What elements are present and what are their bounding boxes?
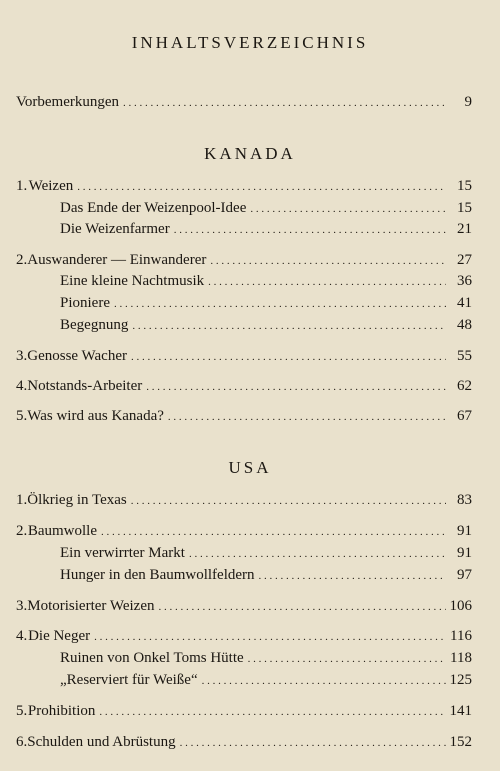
toc-entry	[16, 626, 472, 647]
toc-entry	[16, 521, 472, 542]
entry-title: Was wird aus Kanada?	[27, 408, 164, 424]
entry-title: Vorbemerkungen	[16, 94, 120, 110]
toc-subentry	[60, 670, 472, 691]
entry-page: 67	[457, 408, 472, 424]
toc-heading: INHALTSVERZEICHNIS	[131, 33, 369, 52]
toc-entry	[16, 406, 472, 427]
toc-entry	[16, 732, 472, 753]
entry-number: 4.	[16, 378, 28, 394]
entry-title: Pioniere	[60, 295, 110, 311]
dot-leader	[202, 671, 446, 691]
entry-title: Notstands-Arbeiter	[27, 378, 143, 394]
entry-number: 2.	[16, 252, 28, 268]
toc-subentry	[60, 543, 472, 564]
entry-title: Prohibition	[27, 703, 96, 719]
toc-entry	[16, 490, 472, 511]
entry-title: Motorisierter Weizen	[27, 598, 155, 614]
toc-entry	[16, 346, 472, 367]
entry-page: 118	[450, 650, 472, 666]
toc-entry	[16, 596, 472, 617]
dot-leader	[174, 220, 446, 240]
dot-leader	[158, 597, 445, 617]
entry-page: 27	[457, 252, 472, 268]
entry-number: 1.	[16, 492, 28, 508]
dot-leader	[208, 272, 446, 292]
entry-title: Baumwolle	[27, 523, 97, 539]
entry-title: Auswanderer — Einwanderer	[27, 252, 207, 268]
entry-page: 15	[457, 178, 472, 194]
entry-page: 36	[457, 273, 472, 289]
entry-number: 4.	[16, 628, 28, 644]
entry-title: Genosse Wacher	[27, 348, 127, 364]
entry-title: Eine kleine Nachtmusik	[60, 273, 205, 289]
entry-number: 1.	[16, 178, 28, 194]
entry-page: 21	[457, 221, 472, 237]
entry-title: Ruinen von Onkel Toms Hütte	[60, 650, 244, 666]
entry-title: Die Weizenfarmer	[60, 221, 170, 237]
entry-title: Hunger in den Baumwollfeldern	[60, 567, 255, 583]
dot-leader	[210, 251, 446, 271]
toc-subentry	[60, 198, 472, 219]
dot-leader	[180, 733, 446, 753]
entry-number: 3.	[16, 598, 28, 614]
entry-page: 141	[449, 703, 472, 719]
entry-page: 9	[464, 94, 472, 110]
dot-leader	[131, 347, 446, 367]
toc-entry	[16, 176, 472, 197]
toc-subentry	[60, 565, 472, 586]
section-heading-kanada: KANADA	[204, 144, 296, 163]
entry-title: Begegnung	[60, 317, 129, 333]
entry-page: 48	[457, 317, 472, 333]
dot-leader	[189, 544, 446, 564]
toc-entry	[16, 376, 472, 397]
entry-number: 6.	[16, 734, 28, 750]
toc-subentry	[60, 219, 472, 240]
dot-leader	[114, 294, 446, 314]
toc-subentry	[60, 271, 472, 292]
entry-number: 5.	[16, 408, 28, 424]
entry-title: Weizen	[28, 178, 74, 194]
entry-title: Ein verwirrter Markt	[60, 545, 185, 561]
toc-subentry	[60, 648, 472, 669]
entry-title: Das Ende der Weizenpool-Idee	[60, 200, 247, 216]
dot-leader	[168, 407, 446, 427]
toc-subentry	[60, 315, 472, 336]
dot-leader	[101, 522, 446, 542]
entry-page: 91	[457, 545, 472, 561]
dot-leader	[99, 702, 445, 722]
dot-leader	[250, 199, 446, 219]
dot-leader	[77, 177, 446, 197]
entry-page: 152	[449, 734, 472, 750]
dot-leader	[132, 316, 446, 336]
section-heading-usa: USA	[228, 458, 272, 477]
toc-entry	[16, 701, 472, 722]
entry-page: 106	[449, 598, 472, 614]
entry-page: 41	[457, 295, 472, 311]
entry-page: 15	[457, 200, 472, 216]
entry-page: 55	[457, 348, 472, 364]
entry-page: 116	[450, 628, 472, 644]
entry-title: Schulden und Abrüstung	[27, 734, 176, 750]
toc-subentry	[60, 293, 472, 314]
entry-page: 97	[457, 567, 472, 583]
entry-number: 3.	[16, 348, 28, 364]
toc-entry-preface	[16, 92, 472, 113]
toc-entry	[16, 250, 472, 271]
dot-leader	[248, 649, 446, 669]
entry-title: Die Neger	[28, 628, 91, 644]
dot-leader	[123, 93, 446, 113]
entry-page: 125	[449, 672, 472, 688]
entry-title: „Reserviert für Weiße“	[60, 672, 198, 688]
entry-title: Ölkrieg in Texas	[27, 492, 127, 508]
entry-page: 83	[457, 492, 472, 508]
dot-leader	[94, 627, 446, 647]
entry-page: 91	[457, 523, 472, 539]
dot-leader	[146, 377, 446, 397]
entry-page: 62	[457, 378, 472, 394]
dot-leader	[259, 566, 446, 586]
dot-leader	[131, 491, 446, 511]
entry-number: 2.	[16, 523, 28, 539]
entry-number: 5.	[16, 703, 28, 719]
